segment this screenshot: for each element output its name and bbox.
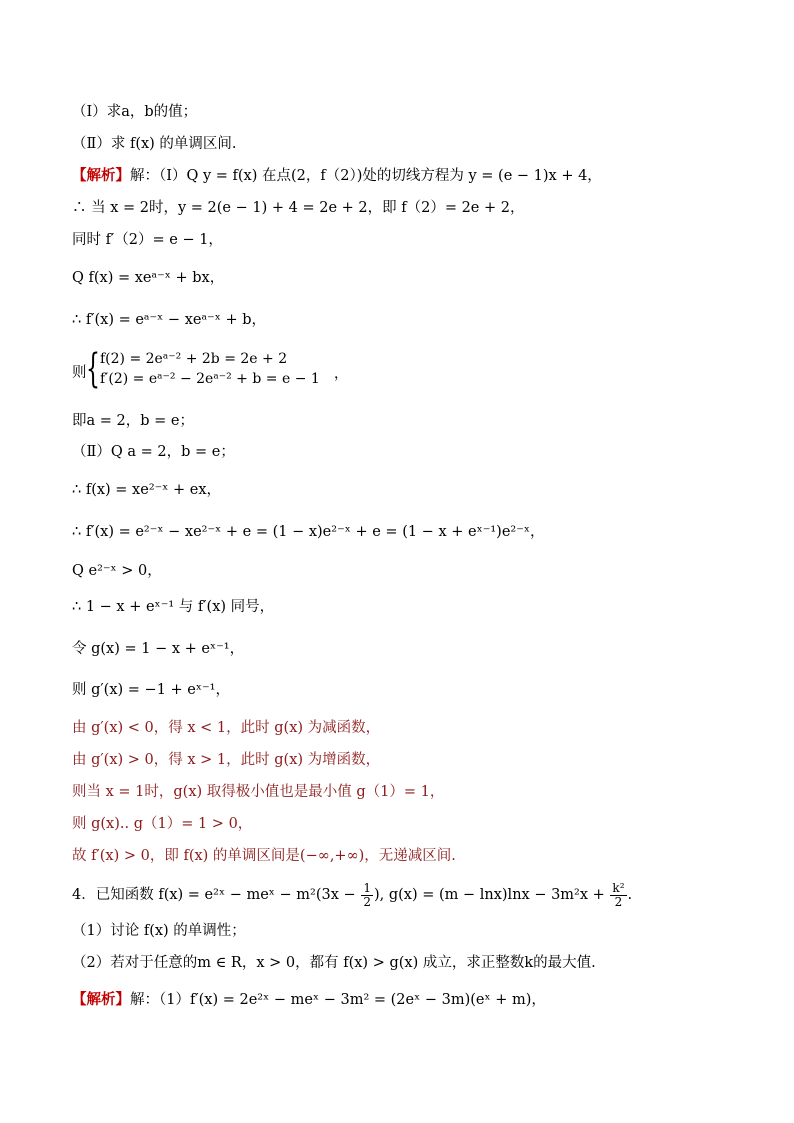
- line-gprime: [72, 680, 752, 700]
- equation-system: [72, 346, 472, 393]
- line-part2: [72, 134, 752, 154]
- fraction-num: k²: [612, 880, 625, 895]
- line-minimum: [72, 782, 752, 802]
- line-text: 解：（1）f′(x) = 2e²ˣ − meˣ − 3m² = (2eˣ − 3m)(eˣ + m)，: [130, 992, 546, 1008]
- line-conclusion: [72, 846, 752, 866]
- line-let-g: [72, 639, 752, 659]
- line-part1: [72, 102, 752, 122]
- line-fprime-def: [72, 310, 752, 330]
- fraction-den: 2: [363, 894, 371, 909]
- line-fprime-sub: [72, 522, 752, 542]
- line-text: ∴ f′(x) = e²⁻ˣ − xe²⁻ˣ + e = (1 − x)e²⁻ˣ + e = (1 − x + eˣ⁻¹)e²⁻ˣ，: [72, 524, 545, 540]
- line-ab-values: [72, 411, 752, 431]
- line-text: ∴ 当 x = 2时，y = 2(e − 1) + 4 = 2e + 2，即 f（2）= 2e + 2，: [72, 200, 525, 216]
- problem4-suffix: .: [627, 887, 633, 903]
- line-text: （Ⅱ）求 f(x) 的单调区间.: [72, 136, 237, 152]
- line-solution-header: [72, 166, 752, 186]
- line-text: 同时 f′（2）= e − 1，: [72, 232, 223, 248]
- line-g-positive: [72, 814, 752, 834]
- system-comma: ，: [334, 366, 348, 382]
- line-exp-positive: [72, 561, 752, 581]
- line-p4-solution: [72, 990, 752, 1010]
- line-text: （Ⅱ）Q a = 2，b = e；: [72, 444, 235, 460]
- line-text: 由 g′(x) < 0，得 x < 1，此时 g(x) 为减函数，: [72, 720, 381, 736]
- line-increasing: [72, 750, 752, 770]
- line-fx-def: [72, 268, 752, 288]
- line-p4-part1: [72, 921, 752, 941]
- problem4-prefix: 4．已知函数 f(x) = e²ˣ − meˣ − m²(3x −: [72, 887, 361, 903]
- line-text: （2）若对于任意的m ∈ R，x > 0，都有 f(x) > g(x) 成立，求正整数k的最大值.: [72, 955, 596, 971]
- line-text: Q f(x) = xeᵃ⁻ˣ + bx，: [72, 270, 225, 286]
- line-decreasing: [72, 718, 752, 738]
- line-derivative-at-2: [72, 230, 752, 250]
- line-text: 故 f′(x) > 0，即 f(x) 的单调区间是(−∞,+∞)，无递减区间.: [72, 848, 456, 864]
- left-brace-icon: {: [86, 346, 100, 392]
- system-row-2: f′(2) = eᵃ⁻² − 2eᵃ⁻² + b = e − 1: [100, 371, 320, 387]
- line-text: ∴ f(x) = xe²⁻ˣ + ex，: [72, 482, 222, 498]
- line-same-sign: [72, 597, 752, 617]
- line-text: 即a = 2，b = e；: [72, 413, 194, 429]
- line-text: （1）讨论 f(x) 的单调性；: [72, 923, 246, 939]
- fraction-den: 2: [614, 894, 623, 909]
- line-text: ∴ f′(x) = eᵃ⁻ˣ − xeᵃ⁻ˣ + b，: [72, 312, 266, 328]
- line-p4-part2: [72, 953, 752, 973]
- problem4-middle: ), g(x) = (m − lnx)lnx − 3m²x +: [373, 887, 610, 903]
- line-text: ∴ 1 − x + eˣ⁻¹ 与 f′(x) 同号，: [72, 599, 275, 615]
- fraction-k2-half: [610, 882, 626, 909]
- line-part2-given: [72, 442, 752, 462]
- fraction-one-half: [361, 882, 373, 909]
- line-text: 由 g′(x) > 0，得 x > 1，此时 g(x) 为增函数，: [72, 752, 381, 768]
- line-text: 则 g(x).. g（1）= 1 > 0，: [72, 816, 253, 832]
- fraction-num: 1: [363, 880, 371, 895]
- line-text: 则当 x = 1时，g(x) 取得极小值也是最小值 g（1）= 1，: [72, 784, 445, 800]
- line-text: 解：（Ⅰ）Q y = f(x) 在点(2，f（2）)处的切线方程为 y = (e − 1)x + 4，: [130, 168, 602, 184]
- line-text: 令 g(x) = 1 − x + eˣ⁻¹，: [72, 641, 245, 657]
- line-when-x2: [72, 198, 752, 218]
- problem-4-statement: [72, 878, 752, 912]
- analysis-tag: 【解析】: [72, 991, 130, 1008]
- system-row-1: f(2) = 2eᵃ⁻² + 2b = 2e + 2: [100, 351, 288, 367]
- then-label: 则: [72, 365, 87, 381]
- line-fx-sub: [72, 480, 752, 500]
- analysis-tag: 【解析】: [72, 167, 130, 184]
- line-text: Q e²⁻ˣ > 0，: [72, 563, 162, 579]
- line-text: （Ⅰ）求a，b的值；: [72, 104, 198, 120]
- line-text: 则 g′(x) = −1 + eˣ⁻¹，: [72, 682, 230, 698]
